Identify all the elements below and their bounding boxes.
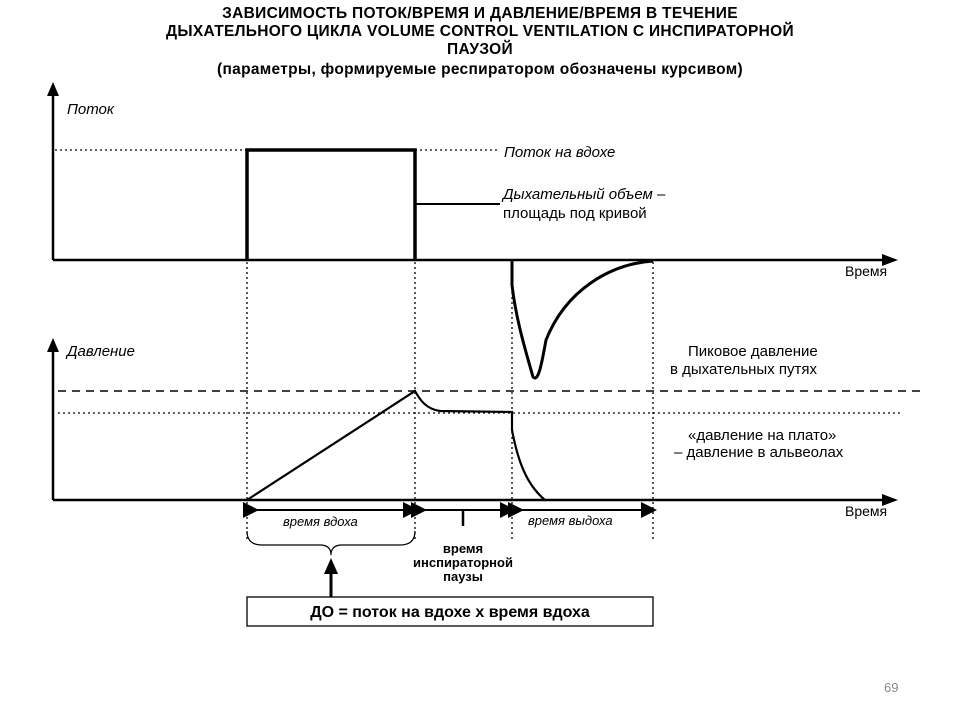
plateau-pressure-label-1: «давление на плато»	[688, 427, 837, 444]
phase-markers	[247, 510, 649, 598]
title-line-1: ЗАВИСИМОСТЬ ПОТОК/ВРЕМЯ И ДАВЛЕНИЕ/ВРЕМЯ В ТЕЧЕНИЕ	[222, 5, 738, 22]
pause-time-label-3: паузы	[443, 569, 483, 584]
pressure-curve	[247, 391, 545, 500]
pause-time-label-1: время	[442, 541, 484, 556]
title-line-2: ДЫХАТЕЛЬНОГО ЦИКЛА VOLUME CONTROL VENTILATION С ИНСПИРАТОРНОЙ	[166, 23, 794, 40]
peak-pressure-label-2: в дыхательных путях	[670, 361, 817, 378]
tidal-volume-label-1: Дыхательный объем –	[503, 186, 666, 203]
flow-y-label: Поток	[67, 101, 114, 118]
formula-box	[247, 597, 653, 626]
inspiration-brace	[247, 531, 415, 555]
formula-arrowhead	[324, 558, 338, 574]
pressure-chart	[47, 338, 925, 519]
flow-y-arrowhead	[47, 82, 59, 96]
pressure-y-arrowhead	[47, 338, 59, 352]
title-subtitle: (параметры, формируемые респиратором обозначены курсивом)	[217, 61, 743, 78]
title-line-3: ПАУЗОЙ	[447, 41, 513, 58]
plateau-pressure-label-2: – давление в альвеолах	[674, 444, 844, 461]
inspiration-time-label: время вдоха	[283, 514, 358, 529]
flow-x-label: Время	[845, 263, 888, 279]
formula-text: ДО = поток на вдохе х время вдоха	[310, 604, 590, 621]
tidal-volume-label-2: площадь под кривой	[503, 205, 647, 222]
time-guide-lines	[247, 262, 653, 540]
peak-pressure-label-1: Пиковое давление	[688, 343, 818, 360]
expiration-time-label: время выдоха	[528, 513, 613, 528]
pause-time-label-2: инспираторной	[413, 555, 513, 570]
inspiratory-flow-curve	[247, 150, 415, 260]
pressure-x-label: Время	[845, 503, 888, 519]
page-number: 69	[884, 680, 899, 695]
expiratory-flow-curve	[512, 260, 653, 378]
flow-chart	[47, 82, 898, 378]
pressure-y-label: Давление	[67, 343, 135, 360]
inspiratory-flow-label: Поток на вдохе	[504, 144, 616, 161]
